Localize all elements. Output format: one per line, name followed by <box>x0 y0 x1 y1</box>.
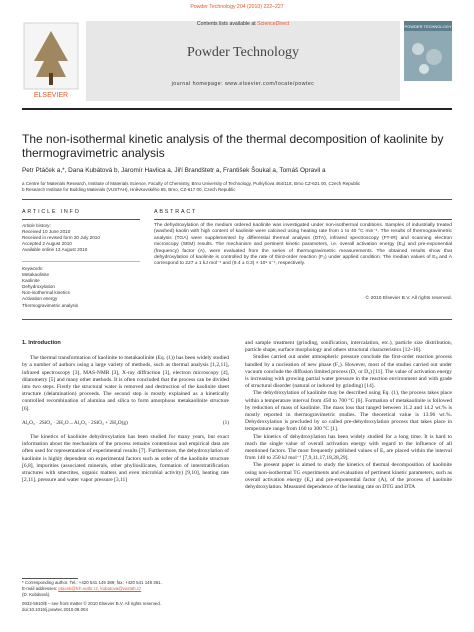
email-link[interactable]: ptacek@fch.vutbr.cz, kubatova@vustah.cz <box>58 586 142 591</box>
divider <box>22 219 140 220</box>
keyword: Kaolinite <box>22 278 40 284</box>
paragraph: The thermal transformation of kaolinite to metakaolinite (Eq. (1)) has been widely studied by a number of authors using a large variety of methods, such as thermal analysis [1,2,11], infrared spectroscopy [3], MAS-NMR [3], X-ray diffraction [3], electron microscopy [4], dilatometry [5] and many other methods. It is often concluded that the process can be divided into two steps. Firstly the structural water is removed and destruction of the kaolinite sheet structure (delamination) proceeds. The second step is mostly explained as a kinetically controlled recombination of alumina and silica to form amorphous metakaolinite structure [6]. <box>22 355 229 412</box>
affiliation-a: a Centre for Materials Research, Institute of Materials Science, Faculty of Chemistry, Brno University of Technology, Purkyňova 464/118, Brno CZ-621 00, Czech Republic <box>22 181 361 186</box>
keyword: Thermogravimetric analysis <box>22 302 79 308</box>
left-column <box>22 340 229 484</box>
journal-homepage[interactable]: journal homepage: www.elsevier.com/locate/powtec <box>171 81 315 87</box>
journal-name: Powder Technology <box>187 45 299 60</box>
title-line-1: The non-isothermal kinetic analysis of the thermal decomposition of kaolinite by <box>22 132 444 146</box>
divider <box>22 199 452 200</box>
paragraph: The kinetics of kaolinite dehydroxylation has been studied for many years, but exact information about the mechanism of the process remains contentious and empirical data are often used for representation of experimental results [7]. Furthermore, the dehydroxylation of kaolinite is highly dependent on experimental factors such as order of the kaolinite structure [6,8], impurities (associated minerals, other phyllosilicates, formation of interstratification structures with smectites, organic matters and even microbial activity) [9,10], heating rate [2,11], pressure and water vapor pressure [3,11] <box>22 434 229 484</box>
email-label: E-mail addresses: <box>22 586 59 591</box>
abstract-text: The dehydroxylation of the medium ordered kaolinite was investigated under non-isothermal conditions. Samples of industrially treated (washed) kaolin with high content of kaolinite were calcined using heating rate from 1 to 40 °C min⁻¹. The results of thermogravimetric analysis (TGA) were supplemented by differential thermal analysis (DTA), infrared spectroscopy (FT-IR) and scanning electron microscopy (SEM) results. The mechanism and pertinent kinetic parameters, i.e. overall activation energy (Eₐ) and pre-exponential (frequency) factor (A), were evaluated from the series of thermogravimetric measurements. The obtained results show that dehydroxylation of kaolinite is controlled by the rate of third-order reaction (F₃) under applied condition. The median values of Eₐ and A correspond to 227 ± 1 kJ mol⁻¹ and (9.4 ± 0.3) × 10⁹ s⁻¹, respectively. <box>154 223 452 267</box>
title-line-2: thermogravimetric analysis <box>22 146 165 160</box>
history-item: Received in revised form 20 July 2010 <box>22 235 100 241</box>
running-head: Powder Technology 204 (2010) 222–227 <box>190 4 284 10</box>
paragraph: Studies carried out under atmospheric pressure conclude the first-order reaction process handled by a nucleation of new phase (F₁). However, most of the studies carried out under vacuum conclude the diffusion limited process (D₁ or D₃) [11]. The value of activation energy is increasing with growing partial water pressure in the reaction environment and with grade of structural disorder (natural or induced by grinding) [14]. <box>245 354 452 390</box>
right-column <box>245 340 452 491</box>
equation-number: (1) <box>222 419 229 426</box>
section-heading-introduction: 1. Introduction <box>22 340 61 346</box>
history-item: Accepted 2 August 2010 <box>22 241 72 247</box>
contents-line <box>86 21 400 27</box>
masthead-rule <box>22 108 452 110</box>
copyright-line: © 2010 Elsevier B.V. All rights reserved. <box>365 296 452 301</box>
keyword: Metakaolinite <box>22 272 50 278</box>
paragraph: The kinetics of dehydroxylation has been widely studied for a long time. It is hard to reach the single value of overall activation energy with regard to the influence of all mentioned factors. The most frequently published values of Eₐ are placed within the interval from 140 to 250 kJ mol⁻¹ [7,9,11,17,18,28,29]. <box>245 433 452 462</box>
elsevier-logo <box>22 21 80 101</box>
divider <box>154 219 452 220</box>
sciencedirect-link[interactable]: ScienceDirect <box>257 21 290 27</box>
footnote-rule <box>22 578 78 579</box>
affiliation-b: b Research Institute for Building Materials (VUSTAH), Hněvkovského 65, Brno, CZ-617 00, Czech Republic <box>22 187 236 192</box>
equation-body: Al₂O₃ · 2SiO₂ · 2H₂O→Al₂O₃ · 2SiO₂ + 2H₂O(g) <box>22 419 128 426</box>
paragraph: The dehydroxylation of kaolinite may be described using Eq. (1), the process takes place within a temperature interval from 450 to 700 °C [6]. Formation of metakaolinite is followed by reduction of mass of kaolinite. The mass loss that ranged between 11.2 and 14.2 wt.% is mostly reported in thermogravimetric studies. The theoretical value is 13.96 wt.%. Dehydroxylation is precluded by so called pre-dehydroxylation process that takes place in temperature range from 160 to 300 °C [1]. <box>245 390 452 433</box>
elsevier-tree-logo-icon <box>22 21 80 101</box>
divider <box>22 261 140 262</box>
footnotes <box>22 580 229 613</box>
corresponding-author-note: * Corresponding author. Tel.: +420 541 149 389; fax: +420 541 149 361. <box>22 580 162 585</box>
cover-title: POWDER TECHNOLOGY <box>404 24 452 29</box>
abstract-heading: ABSTRACT <box>154 209 198 215</box>
issn-line: 0032-5910/$ – see front matter © 2010 Elsevier B.V. All rights reserved. <box>22 601 162 606</box>
keywords-label: Keywords: <box>22 266 44 271</box>
paragraph: The present paper is aimed to study the kinetics of thermal decomposition of kaolinite using non-isothermal TG experiments and evaluation of pertinent kinetic parameters, such as overall activation energy (Eₐ) and pre-exponential factor (A), of the process of kaolinite dehydroxylation. Measured dependence of the heating rate on DTG and DTA <box>245 462 452 491</box>
equation-1 <box>22 420 229 427</box>
journal-masthead <box>22 15 452 107</box>
publisher-name: ELSEVIER <box>33 92 69 99</box>
keyword: Non-isothermal kinetics <box>22 290 70 296</box>
article-history <box>22 223 140 253</box>
paragraph: and sample treatment (grinding, sonification, intercalation, etc.), particle size distribution, particle shape, surface morphology and others structural characteristics [12–16]. <box>245 340 452 354</box>
history-item: Available online 13 August 2010 <box>22 247 88 253</box>
history-label: Article history: <box>22 223 51 228</box>
article-title <box>22 132 452 160</box>
history-item: Received 10 June 2010 <box>22 229 71 235</box>
keyword: Activation energy <box>22 296 58 302</box>
email-note-tail: (D. Kubátová). <box>22 592 51 597</box>
article-info-heading: ARTICLE INFO <box>22 209 81 215</box>
divider <box>22 319 452 320</box>
masthead-center <box>86 21 400 101</box>
keywords-block <box>22 266 140 309</box>
doi-line[interactable]: doi:10.1016/j.powtec.2010.08.004 <box>22 607 88 612</box>
journal-cover-thumbnail-icon <box>404 21 452 81</box>
contents-prefix: Contents lists available at <box>196 21 258 27</box>
keyword: Dehydroxylation <box>22 284 55 290</box>
author-list: Petr Ptáček a,*, Dana Kubátová b, Jaromír Havlica a, Jiří Brandštetr a, František Šoukal a, Tomáš Opravil a <box>22 167 326 174</box>
